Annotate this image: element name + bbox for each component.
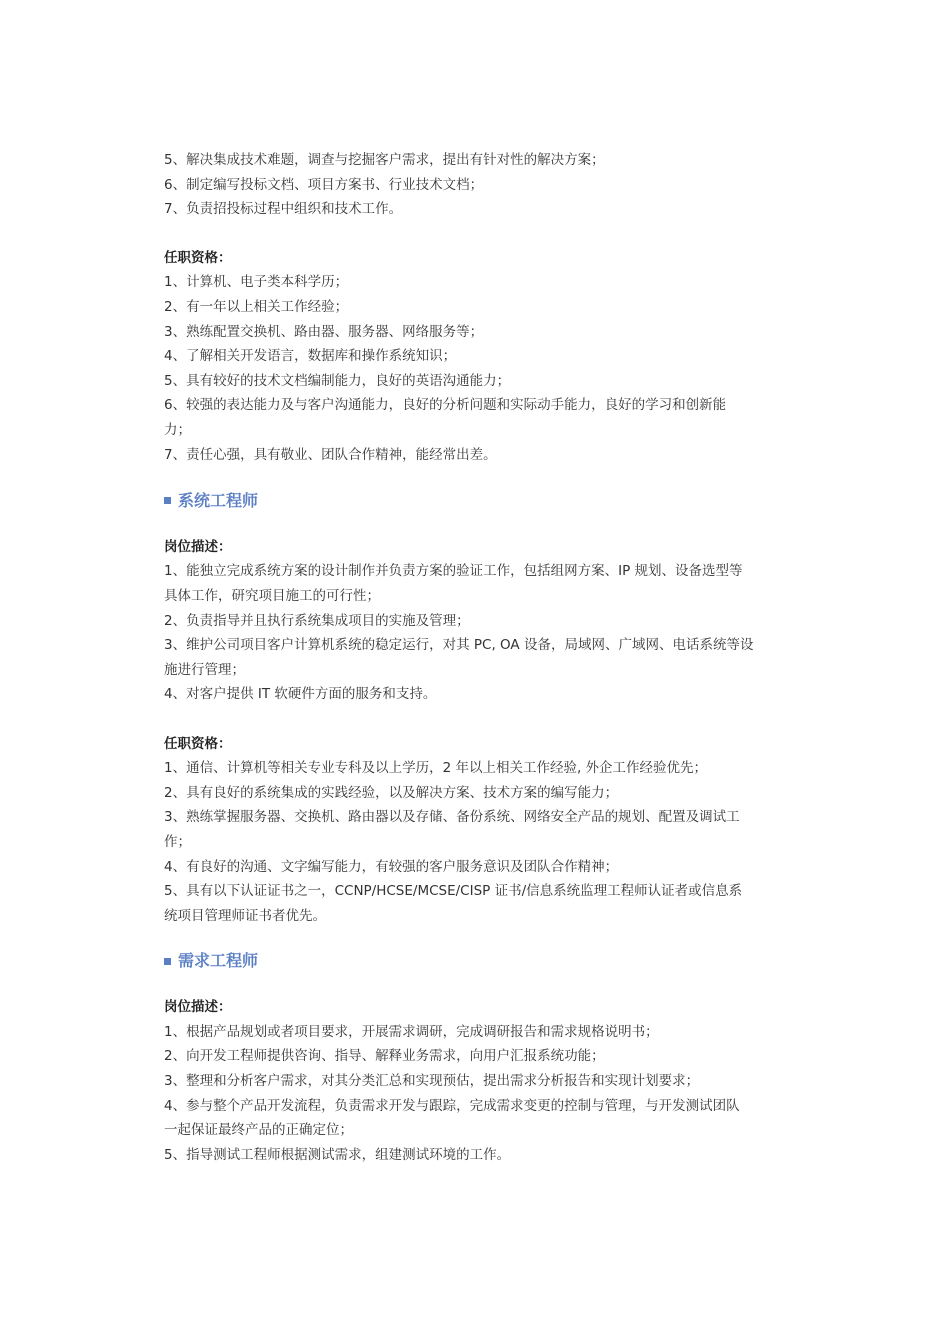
- list-item: 1、通信、计算机等相关专业专科及以上学历，2 年以上相关工作经验, 外企工作经验优先；: [164, 760, 708, 777]
- spacer: [164, 973, 790, 995]
- list-item: 7、责任心强，具有敬业、团队合作精神，能经常出差。: [164, 446, 497, 463]
- list-item: 6、制定编写投标文档、项目方案书、行业技术文档；: [164, 176, 484, 193]
- list-item: 4、参与整个产品开发流程，负责需求开发与跟踪，完成需求变更的控制与管理，与开发测试团队: [164, 1097, 740, 1114]
- square-bullet-icon: [164, 958, 171, 965]
- section-title-system-engineer: [164, 489, 790, 513]
- list-item: 5、指导测试工程师根据测试需求，组建测试环境的工作。: [164, 1146, 511, 1163]
- list-item: 5、具有较好的技术文档编制能力，良好的英语沟通能力；: [164, 372, 511, 389]
- square-bullet-icon: [164, 497, 171, 504]
- spacer: [164, 707, 790, 732]
- qualifications-label: 任职资格：: [164, 735, 232, 752]
- section-title-text: 系统工程师: [178, 490, 259, 510]
- list-item: 4、对客户提供 IT 软硬件方面的服务和支持。: [164, 686, 437, 703]
- list-item: 力；: [164, 421, 191, 438]
- list-item: 3、维护公司项目客户计算机系统的稳定运行，对其 PC, OA 设备，局域网、广域网、电话系统等设: [164, 637, 754, 654]
- list-item: 2、有一年以上相关工作经验；: [164, 298, 349, 315]
- qualifications-section: [164, 732, 790, 929]
- list-item: 统项目管理师证书者优先。: [164, 907, 326, 924]
- job-description-label: 岗位描述：: [164, 999, 232, 1016]
- list-item: 5、解决集成技术难题，调查与挖掘客户需求，提出有针对性的解决方案；: [164, 152, 605, 168]
- list-item: 4、有良好的沟通、文字编写能力，有较强的客户服务意识及团队合作精神；: [164, 858, 619, 875]
- list-item: 3、熟练掌握服务器、交换机、路由器以及存储、备份系统、网络安全产品的规划、配置及调试工: [164, 809, 740, 826]
- list-item: 1、计算机、电子类本科学历；: [164, 274, 349, 291]
- list-item: 2、具有良好的系统集成的实践经验，以及解决方案、技术方案的编写能力；: [164, 784, 619, 801]
- list-item: 1、能独立完成系统方案的设计制作并负责方案的验证工作，包括组网方案、IP 规划、设备选型等: [164, 563, 743, 580]
- job-description-section: [164, 995, 790, 1167]
- list-item: 5、具有以下认证证书之一，CCNP/HCSE/MCSE/CISP 证书/信息系统监理工程师认证者或信息系: [164, 883, 743, 900]
- section-title-requirements-engineer: [164, 949, 790, 973]
- spacer: [164, 222, 790, 246]
- job-description-label: 岗位描述：: [164, 538, 232, 555]
- list-item: 2、向开发工程师提供咨询、指导、解释业务需求，向用户汇报系统功能；: [164, 1048, 605, 1065]
- spacer: [164, 513, 790, 535]
- list-item: 3、整理和分析客户需求，对其分类汇总和实现预估，提出需求分析报告和实现计划要求；: [164, 1073, 700, 1090]
- qualifications-label: 任职资格：: [164, 249, 232, 266]
- list-item: 施进行管理；: [164, 661, 245, 678]
- document-page: [164, 148, 790, 1167]
- spacer: [164, 467, 790, 489]
- list-item: 3、熟练配置交换机、路由器、服务器、网络服务等；: [164, 323, 484, 340]
- list-item: 一起保证最终产品的正确定位；: [164, 1122, 353, 1139]
- list-item: 具体工作，研究项目施工的可行性；: [164, 587, 380, 604]
- list-item: 6、较强的表达能力及与客户沟通能力，良好的分析问题和实际动手能力，良好的学习和创新能: [164, 397, 727, 414]
- list-item: 7、负责招投标过程中组织和技术工作。: [164, 201, 403, 218]
- responsibilities-continued: [164, 148, 790, 222]
- list-item: 2、负责指导并且执行系统集成项目的实施及管理；: [164, 612, 470, 629]
- list-item: 作；: [164, 833, 191, 850]
- list-item: 1、根据产品规划或者项目要求，开展需求调研，完成调研报告和需求规格说明书；: [164, 1023, 659, 1040]
- job-description-section: [164, 535, 790, 707]
- list-item: 4、了解相关开发语言，数据库和操作系统知识；: [164, 348, 457, 365]
- qualifications-section: [164, 246, 790, 467]
- spacer: [164, 928, 790, 949]
- section-title-text: 需求工程师: [178, 951, 259, 971]
